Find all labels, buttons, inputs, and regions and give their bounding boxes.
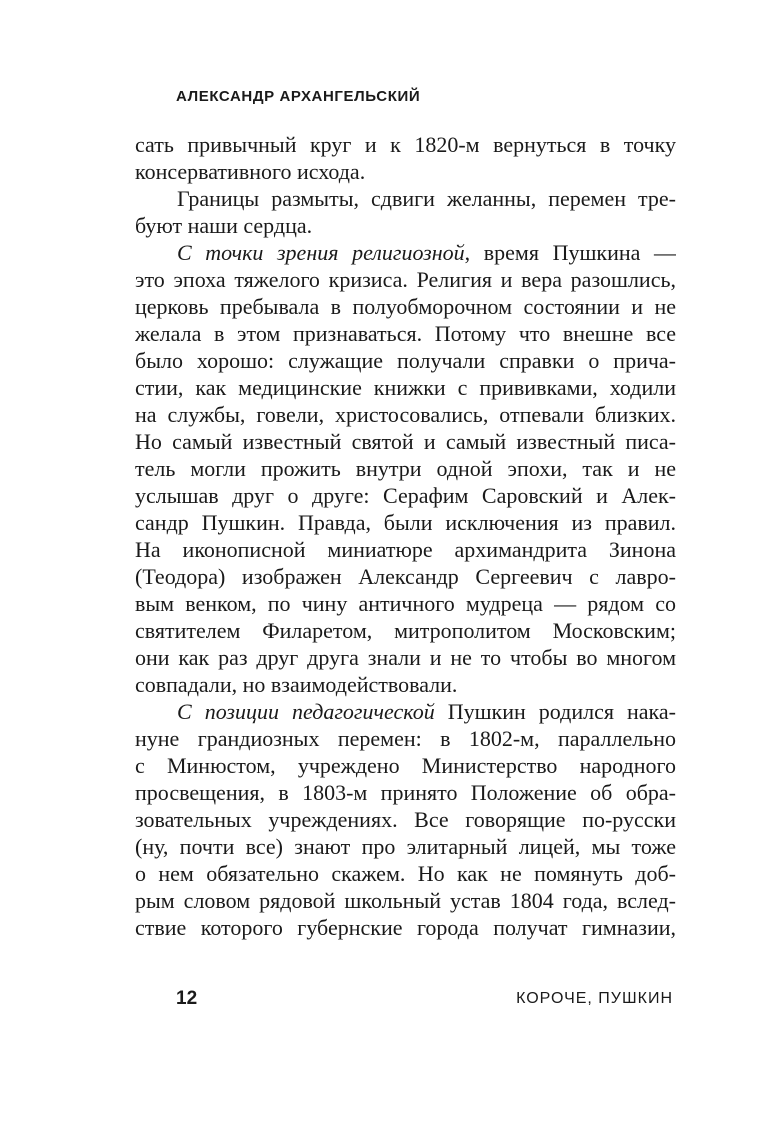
running-header-author: АЛЕКСАНДР АРХАНГЕЛЬСКИЙ (176, 88, 421, 105)
text-line: ствие которого губернские города получат гимназии, (135, 915, 676, 940)
text-line: тель могли прожить внутри одной эпохи, так и не (135, 456, 676, 481)
text-line: На иконописной миниатюре архимандрита Зинона (135, 537, 676, 562)
text-line: консервативного исхода. (135, 159, 366, 184)
text-line: Границы размыты, сдвиги желанны, перемен тре- (177, 186, 676, 211)
text-line: сать привычный круг и к 1820-м вернуться в точку (135, 132, 676, 157)
text-line: это эпоха тяжелого кризиса. Религия и вера разошлись, (135, 267, 676, 292)
text-line: они как раз друг друга знали и не то чтобы во многом (135, 645, 676, 670)
text-line: рым словом рядовой школьный устав 1804 года, вслед- (135, 888, 676, 913)
text-line: на службы, говели, христосовались, отпевали близких. (135, 402, 676, 427)
text-line: церковь пребывала в полуобморочном состоянии и не (135, 294, 676, 319)
text-line: просвещения, в 1803-м принято Положение об обра- (135, 780, 676, 805)
text-line: совпадали, но взаимодействовали. (135, 672, 458, 697)
text-line (135, 698, 676, 725)
text-line: желала в этом признаваться. Потому что внешне все (135, 321, 676, 346)
text-line: было хорошо: служащие получали справки о прича- (135, 348, 676, 373)
text-line: буют наши сердца. (135, 213, 313, 238)
text-line: зовательных учреждениях. Все говорящие по-русски (135, 807, 676, 832)
text-line: (Теодора) изображен Александр Сергеевич с лавро- (135, 564, 676, 589)
text-line: услышав друг о друге: Серафим Саровский и Алек- (135, 483, 676, 508)
text-line: нуне грандиозных перемен: в 1802-м, параллельно (135, 726, 676, 751)
italic-phrase: С позиции педагогической (177, 699, 435, 724)
text-line (135, 239, 676, 266)
text-line: святителем Филаретом, митрополитом Московским; (135, 618, 676, 643)
running-footer-title: КОРОЧЕ, ПУШКИН (516, 990, 673, 1007)
text-line: вым венком, по чину античного мудреца — рядом со (135, 591, 676, 616)
text-line: Но самый известный святой и самый известный писа- (135, 429, 676, 454)
text-line: (ну, почти все) знают про элитарный лицей, мы тоже (135, 834, 676, 859)
text-line: о нем обязательно скажем. Но как не помянуть доб- (135, 861, 676, 886)
page-number: 12 (176, 988, 198, 1009)
text-line: сандр Пушкин. Правда, были исключения из правил. (135, 510, 676, 535)
text-fragment: Пушкин родился нака- (434, 699, 676, 724)
text-line: стии, как медицинские книжки с прививками, ходили (135, 375, 676, 400)
italic-phrase: С точки зрения религиозной (177, 240, 465, 265)
text-line: с Минюстом, учреждено Министерство народного (135, 753, 676, 778)
text-fragment: , время Пушкина — (464, 240, 676, 265)
body-text (135, 131, 676, 941)
